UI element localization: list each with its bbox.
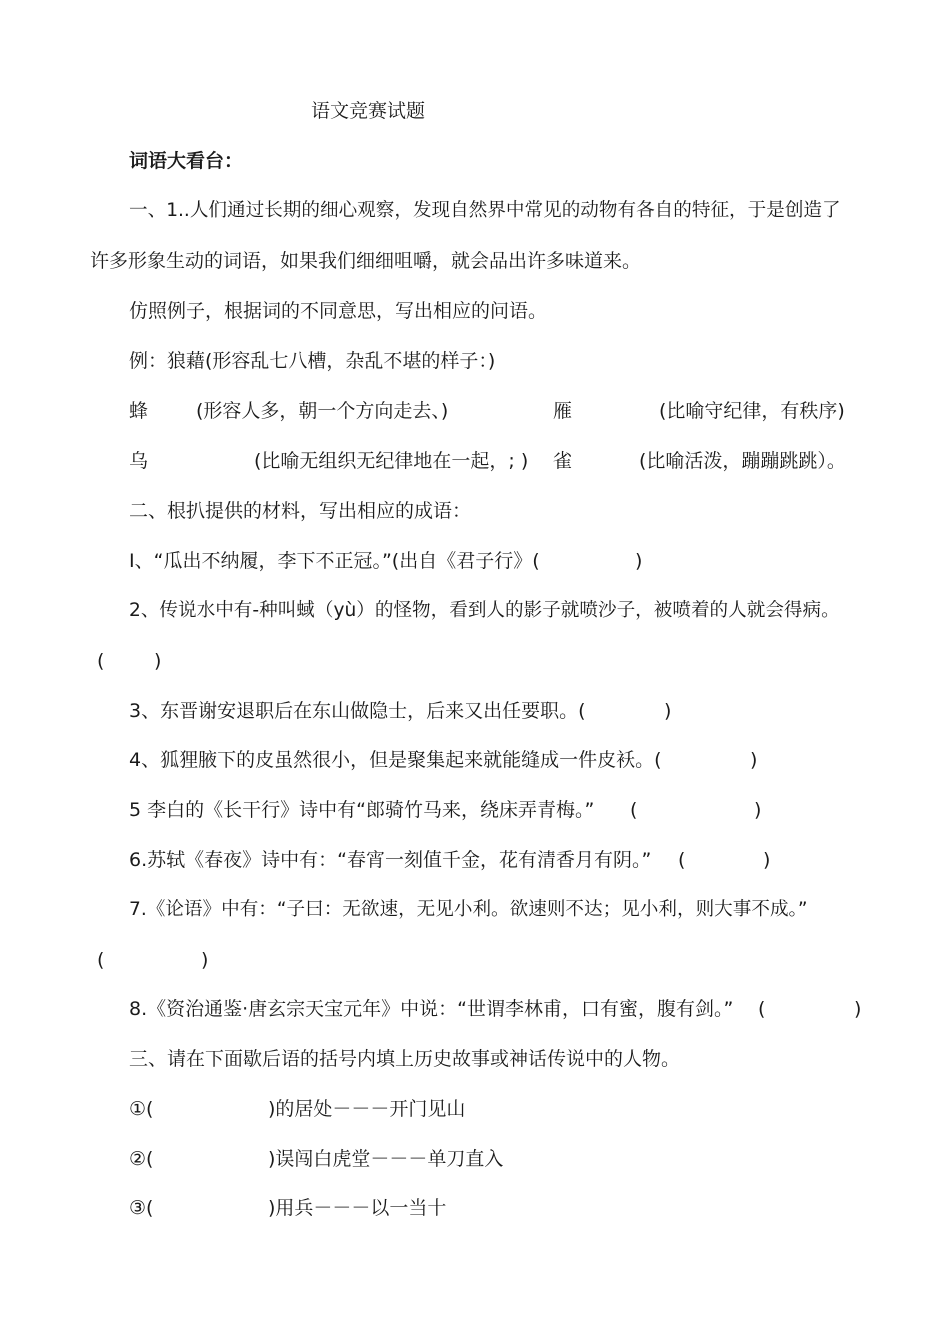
question-6: 6.苏轼《春夜》诗中有：“春宵一刻值千金，花有清香月有阴。” (129, 849, 652, 871)
xiehouyu-3-rest: )用兵－－－以一当十 (268, 1197, 447, 1219)
instruction-text: 仿照例子，根据词的不同意思，写出相应的问语。 (129, 300, 548, 322)
question-7-close: ) (201, 949, 209, 971)
row1-char-a: 蜂 (129, 400, 149, 422)
part2-heading: 二、根扒提供的材料，写出相应的成语： (129, 500, 472, 522)
doc-title: 语文竞赛试题 (311, 100, 426, 122)
question-5: 5 李白的《长干行》诗中有“郎骑竹马来，绕床弄青梅。” (129, 799, 595, 821)
question-1: I、“瓜出不纳履，李下不正冠。”(出自《君子行》( (129, 550, 540, 572)
paragraph-intro-line2: 许多形象生动的词语，如果我们细细咀嚼，就会品出许多味道来。 (90, 250, 642, 272)
question-4: 4、狐狸腋下的皮虽然很小，但是聚集起来就能缝成一件皮袄。( (129, 749, 662, 771)
question-2-open: ( (97, 650, 105, 672)
question-2-close: ) (154, 650, 162, 672)
xiehouyu-1-rest: )的居处－－－开门见山 (268, 1098, 466, 1120)
row2-desc-b: (比喻活泼，蹦蹦跳跳）。 (639, 450, 846, 472)
question-4-close: ) (750, 749, 758, 771)
question-5-close: ) (754, 799, 762, 821)
row2-char-a: 乌 (129, 450, 149, 472)
question-6-open: ( (678, 849, 686, 871)
section-heading: 词语大看台： (129, 150, 244, 172)
row1-desc-b: (比喻守纪律，有秩序) (659, 400, 845, 422)
question-1-close: ) (635, 550, 643, 572)
row2-desc-a: (比喻无组织无纪律地在一起，; ) (254, 450, 529, 472)
question-5-open: ( (630, 799, 638, 821)
row1-char-b: 雁 (553, 400, 573, 422)
xiehouyu-2-open: ②( (129, 1148, 154, 1170)
question-7-line1: 7.《论语》中有：“子曰：无欲速，无见小利。欲速则不达；见小利，则大事不成。” (129, 899, 808, 920)
question-3: 3、东晋谢安退职后在东山做隐士，后来又出任要职。( (129, 700, 586, 722)
xiehouyu-3-open: ③( (129, 1197, 154, 1219)
question-3-close: ) (664, 700, 672, 722)
question-8-open: ( (758, 998, 766, 1020)
question-8-close: ) (854, 998, 862, 1020)
question-6-close: ) (763, 849, 771, 871)
row1-desc-a: (形容人多，朝一个方向走去、) (196, 400, 449, 422)
part3-heading: 三、请在下面歇后语的括号内填上历史故事或神话传说中的人物。 (129, 1048, 681, 1070)
xiehouyu-2-rest: )误闯白虎堂－－－单刀直入 (268, 1148, 504, 1170)
question-7-open: ( (97, 949, 105, 971)
question-2-line1: 2、传说水中有-种叫蜮（yù）的怪物，看到人的影子就喷沙子，被喷着的人就会得病。 (129, 600, 840, 621)
row2-char-b: 雀 (553, 450, 573, 472)
xiehouyu-1-open: ①( (129, 1098, 154, 1120)
example-text: 例：狼藉(形容乱七八槽，杂乱不堪的样子：) (129, 350, 496, 372)
paragraph-intro-line1: 一、1..人们通过长期的细心观察，发现自然界中常见的动物有各自的特征，于是创造了 (129, 200, 841, 221)
question-8: 8.《资治通鉴·唐玄宗天宝元年》中说：“世谓李林甫，口有蜜，腹有剑。” (129, 998, 734, 1020)
